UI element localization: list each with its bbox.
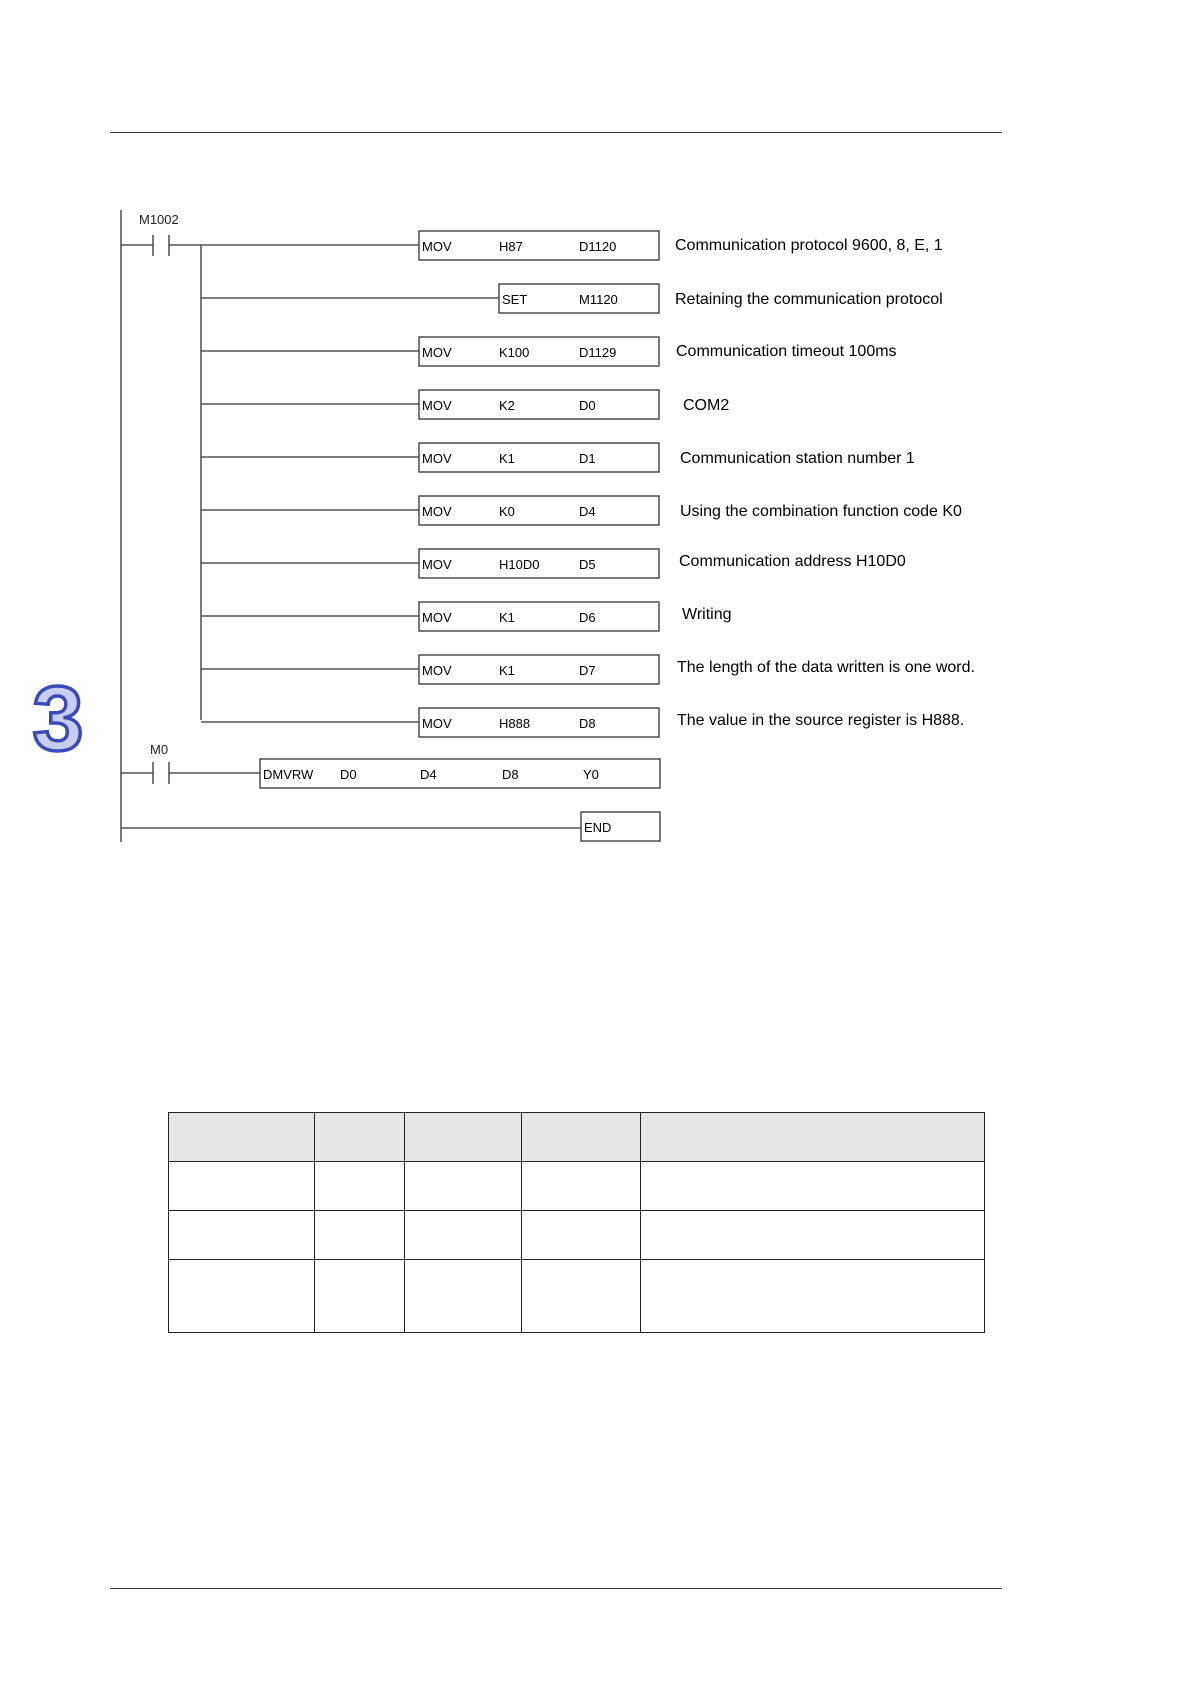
table-cell [522,1162,641,1211]
rung-8 [201,602,732,631]
table-header-cell [405,1113,522,1162]
instruction-arg: D4 [420,767,437,782]
table-cell [169,1162,315,1211]
instruction-arg: K1 [499,451,515,466]
rung-comment: Using the combination function code K0 [680,503,962,520]
instruction-arg: M1120 [579,292,618,307]
instruction-arg: K100 [499,345,530,360]
contact-label-m1002: M1002 [139,212,179,227]
instruction-arg: Y0 [583,767,599,782]
data-table [168,1112,985,1333]
end-label: END [584,820,612,835]
table-cell [315,1260,405,1333]
instruction-box [419,231,659,260]
instruction-arg: D1129 [579,345,617,360]
table-row [169,1162,985,1211]
instruction-op: MOV [422,504,452,519]
instruction-arg: D8 [502,767,519,782]
instruction-box [419,602,659,631]
rung-3 [201,337,897,366]
table-cell [405,1260,522,1333]
instruction-arg: K1 [499,610,515,625]
rung-4 [201,390,729,419]
instruction-arg: D8 [579,716,596,731]
table-cell [315,1162,405,1211]
table-cell [641,1260,985,1333]
instruction-arg: K1 [499,663,515,678]
instruction-arg: K0 [499,504,515,519]
instruction-op: MOV [422,716,452,731]
instruction-op: MOV [422,557,452,572]
table-row [169,1211,985,1260]
instruction-op: MOV [422,398,452,413]
table-cell [522,1260,641,1333]
instruction-arg: H888 [499,716,531,731]
table-cell [522,1211,641,1260]
chapter-number-badge [28,670,88,760]
table-cell [169,1211,315,1260]
instruction-op: MOV [422,451,452,466]
rung-6 [201,496,962,525]
instruction-box [419,443,659,472]
table-header-cell [315,1113,405,1162]
rung-7 [201,549,906,578]
footer-rule [110,1588,1002,1589]
instruction-box [419,655,659,684]
instruction-op: MOV [422,610,452,625]
rung-comment: The value in the source register is H888. [677,712,965,729]
rung-comment: Communication station number 1 [680,450,915,467]
rung-comment: Communication protocol 9600, 8, E, 1 [675,237,943,254]
rung-comment: Retaining the communication protocol [675,291,943,308]
rung-2 [201,284,943,313]
table-cell [641,1162,985,1211]
rung-5 [201,443,915,472]
instruction-op: DMVRW [263,767,314,782]
table-header-cell [169,1113,315,1162]
chapter-number: 3 [32,670,84,760]
instruction-box [419,390,659,419]
instruction-arg: K2 [499,398,515,413]
table-cell [169,1260,315,1333]
table-cell [405,1211,522,1260]
rung-comment: COM2 [683,397,730,414]
instruction-arg: H10D0 [499,557,540,572]
instruction-box [419,337,659,366]
instruction-arg: D5 [579,557,596,572]
table-cell [315,1211,405,1260]
instruction-op: MOV [422,345,452,360]
table-header-cell [641,1113,985,1162]
instruction-arg: D1 [579,451,596,466]
rung-comment: Communication timeout 100ms [676,343,897,360]
dmvrw-instruction [260,759,660,788]
rung-comment: The length of the data written is one word. [677,659,975,676]
instruction-arg: D4 [579,504,596,519]
instruction-arg: D0 [340,767,357,782]
table-cell [405,1162,522,1211]
instruction-op: MOV [422,663,452,678]
contact-label-m0: M0 [150,742,169,757]
table-cell [641,1211,985,1260]
instruction-arg: H87 [499,239,523,254]
instruction-op: MOV [422,239,452,254]
instruction-box [419,496,659,525]
table-row [169,1260,985,1333]
table-header-cell [522,1113,641,1162]
instruction-arg: D1120 [579,239,617,254]
rung-comment: Communication address H10D0 [679,553,906,570]
instruction-arg: D0 [579,398,596,413]
instruction-box [419,708,659,737]
instruction-box [260,759,660,788]
instruction-op: SET [502,292,528,307]
instruction-arg: D6 [579,610,596,625]
rung-comment: Writing [682,606,732,623]
rung-1 [201,231,943,260]
table-header-row [169,1113,985,1162]
rung-10 [201,708,964,737]
instruction-arg: D7 [579,663,596,678]
rung-9 [201,655,975,684]
